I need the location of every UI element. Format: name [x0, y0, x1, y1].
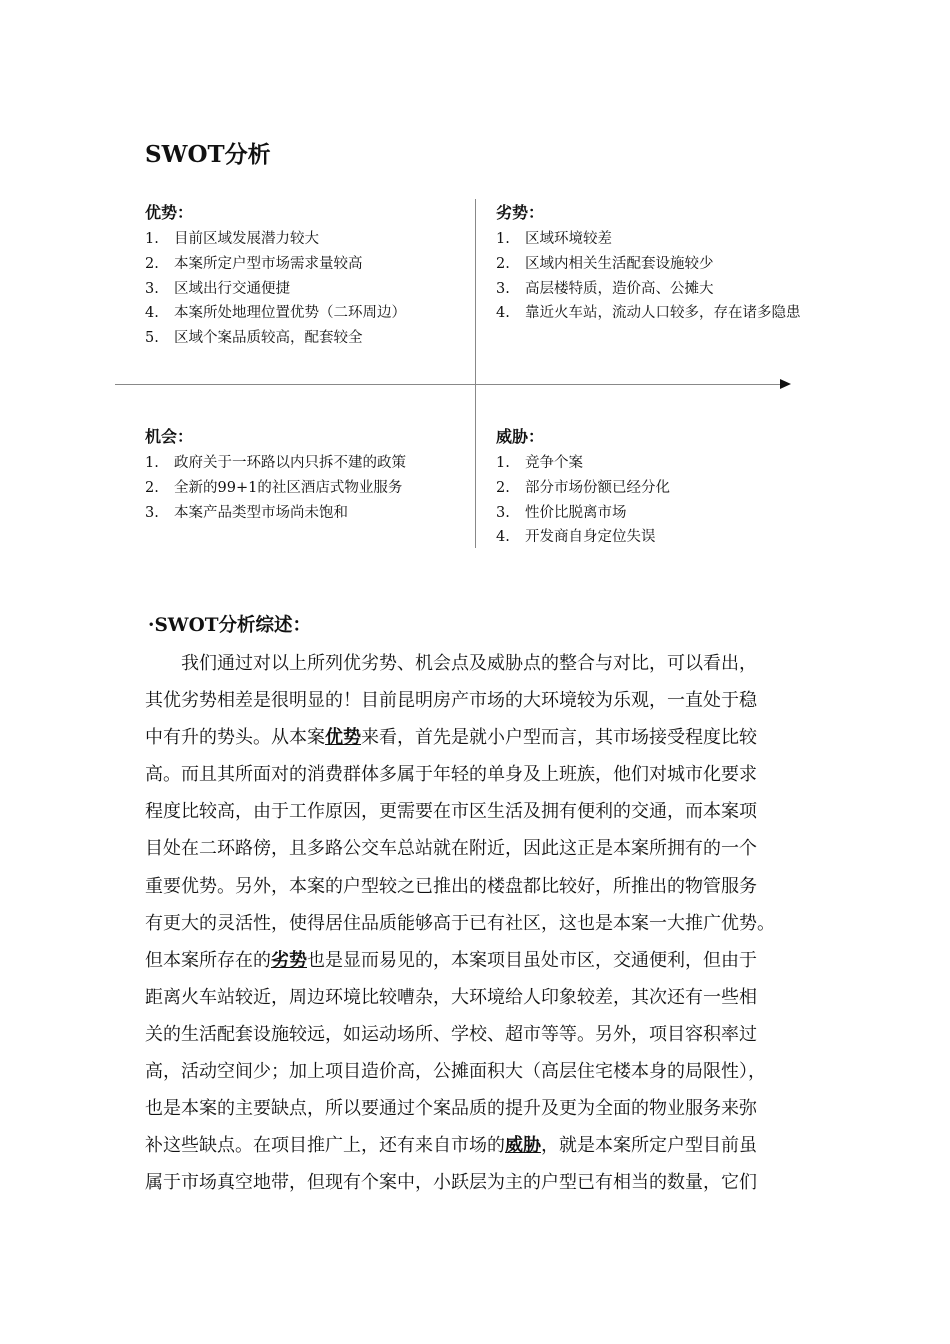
- summary-line: [145, 645, 837, 682]
- item-text: 高层楼特质，造价高、公摊大: [525, 280, 714, 297]
- item-text: 区域个案品质较高，配套较全: [174, 330, 363, 347]
- list-item: [145, 451, 475, 476]
- list-item: [145, 301, 475, 326]
- summary-body: [145, 645, 837, 1201]
- summary-text: 高，活动空间少；加上项目造价高，公摊面积大（高层住宅楼本身的局限性），: [145, 1061, 766, 1083]
- list-item: [145, 252, 475, 277]
- summary-line: [145, 830, 837, 867]
- item-text: 目前区域发展潜力较大: [174, 231, 319, 247]
- weaknesses-heading: 劣势：: [496, 203, 545, 222]
- threats-list: [496, 451, 826, 550]
- list-item: [496, 227, 826, 252]
- summary-text: 重要优势。另外，本案的户型较之已推出的楼盘都比较好，所推出的物管服务: [145, 875, 757, 897]
- item-number: 3.: [145, 504, 159, 521]
- weaknesses-list: [496, 227, 826, 326]
- item-text: 区域环境较差: [525, 231, 612, 247]
- summary-text: 我们通过对以上所列优劣势、机会点及威胁点的整合与对比，可以看出，: [145, 653, 757, 674]
- strengths-heading: 优势：: [145, 203, 194, 222]
- item-number: 2.: [145, 255, 159, 272]
- item-number: 4.: [496, 529, 510, 546]
- emphasis-keyword: 威胁: [505, 1135, 541, 1157]
- item-text: 本案产品类型市场尚未饱和: [174, 504, 348, 521]
- summary-line: [145, 682, 837, 719]
- swot-threats: [496, 425, 826, 550]
- summary-line: [145, 719, 837, 756]
- summary-text: 中有升的势头。从本案: [145, 727, 325, 749]
- opportunities-heading: 机会：: [145, 427, 194, 446]
- item-number: 1.: [496, 231, 510, 247]
- item-number: 3.: [145, 280, 159, 297]
- list-item: [496, 476, 826, 501]
- summary-text: ，就是本案所定户型目前虽: [541, 1135, 757, 1157]
- summary-text: 关的生活配套设施较远，如运动场所、学校、超市等等。另外，项目容积率过: [145, 1023, 757, 1045]
- item-number: 3.: [496, 504, 510, 521]
- summary-text: 其优劣势相差是很明显的！目前昆明房产市场的大环境较为乐观，一直处于稳: [145, 690, 757, 712]
- item-number: 2.: [496, 255, 510, 272]
- list-item: [496, 451, 826, 476]
- item-text: 全新的99+1的社区酒店式物业服务: [174, 479, 403, 496]
- swot-strengths: [145, 201, 475, 351]
- summary-text: 目处在二环路傍，且多路公交车总站就在附近，因此这正是本案所拥有的一个: [145, 838, 757, 860]
- emphasis-keyword: 劣势: [271, 949, 307, 971]
- item-number: 1.: [145, 231, 159, 247]
- summary-text: 也是显而易见的，本案项目虽处市区，交通便利，但由于: [307, 949, 757, 971]
- summary-line: [145, 793, 837, 830]
- emphasis-keyword: 优势: [325, 727, 361, 749]
- threats-heading: 威胁：: [496, 427, 545, 446]
- summary-text: 高。而且其所面对的消费群体多属于年轻的单身及上班族，他们对城市化要求: [145, 764, 757, 786]
- summary-line: [145, 905, 837, 942]
- item-text: 部分市场份额已经分化: [525, 479, 670, 496]
- item-number: 5.: [145, 330, 159, 347]
- item-number: 2.: [145, 479, 159, 496]
- horizontal-axis: [115, 384, 781, 385]
- item-number: 1.: [145, 455, 159, 471]
- summary-text: 程度比较高，由于工作原因，更需要在市区生活及拥有便利的交通，而本案项: [145, 801, 757, 823]
- summary-text: 距离火车站较近，周边环境比较嘈杂，大环境给人印象较差，其次还有一些相: [145, 986, 757, 1008]
- item-number: 4.: [145, 305, 159, 322]
- summary-line: [145, 1090, 837, 1127]
- item-text: 性价比脱离市场: [525, 504, 627, 521]
- summary-line: [145, 1127, 837, 1164]
- summary-line: [145, 1164, 837, 1201]
- item-text: 竞争个案: [525, 455, 583, 471]
- swot-weaknesses: [496, 201, 826, 326]
- summary-text: 补这些缺点。在项目推广上，还有来自市场的: [145, 1135, 505, 1157]
- list-item: [145, 227, 475, 252]
- summary-heading: ·SWOT分析综述：: [148, 615, 311, 636]
- page-title: SWOT分析: [145, 141, 271, 168]
- item-text: 本案所处地理位置优势（二环周边）: [174, 305, 406, 322]
- item-number: 3.: [496, 280, 510, 297]
- summary-line: [145, 756, 837, 793]
- swot-opportunities: [145, 425, 475, 525]
- list-item: [496, 501, 826, 526]
- list-item: [145, 501, 475, 526]
- summary-line: [145, 1053, 837, 1090]
- summary-text: 也是本案的主要缺点，所以要通过个案品质的提升及更为全面的物业服务来弥: [145, 1098, 757, 1120]
- list-item: [145, 476, 475, 501]
- list-item: [145, 277, 475, 302]
- item-number: 1.: [496, 455, 510, 471]
- summary-line: [145, 942, 837, 979]
- strengths-list: [145, 227, 475, 351]
- list-item: [496, 301, 826, 326]
- opportunities-list: [145, 451, 475, 525]
- list-item: [496, 525, 826, 550]
- arrow-right-icon: [780, 379, 791, 389]
- item-text: 本案所定户型市场需求量较高: [174, 255, 363, 272]
- item-text: 靠近火车站，流动人口较多，存在诸多隐患: [525, 305, 801, 322]
- item-number: 4.: [496, 305, 510, 322]
- list-item: [496, 252, 826, 277]
- item-text: 区域出行交通便捷: [174, 280, 290, 297]
- summary-line: [145, 979, 837, 1016]
- summary-text: 来看，首先是就小户型而言，其市场接受程度比较: [361, 727, 757, 749]
- summary-line: [145, 868, 837, 905]
- summary-line: [145, 1016, 837, 1053]
- item-text: 政府关于一环路以内只拆不建的政策: [174, 455, 406, 471]
- list-item: [496, 277, 826, 302]
- summary-text: 有更大的灵活性，使得居住品质能够高于已有社区，这也是本案一大推广优势。: [145, 912, 775, 934]
- item-number: 2.: [496, 479, 510, 496]
- item-text: 区域内相关生活配套设施较少: [525, 255, 714, 272]
- summary-text: 属于市场真空地带，但现有个案中，小跃层为主的户型已有相当的数量，它们: [145, 1172, 757, 1194]
- item-text: 开发商自身定位失误: [525, 529, 656, 546]
- list-item: [145, 326, 475, 351]
- vertical-axis: [475, 199, 476, 548]
- summary-text: 但本案所存在的: [145, 949, 271, 971]
